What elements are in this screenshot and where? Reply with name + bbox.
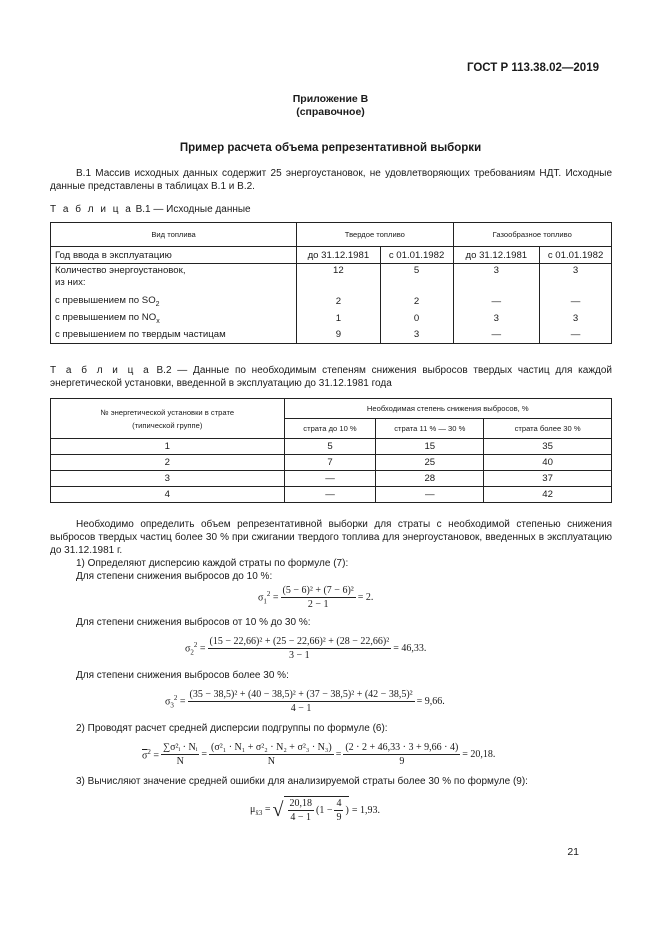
formula-4-lhs: $\overline{\sigma}^2$ = [142,747,160,762]
formula-5-lhs: $\mu_{x̄3}$ = [250,803,271,817]
t1-head-fuel: Вид топлива [51,223,297,247]
formula-5-inner-denominator: 9 [336,812,342,823]
formula-variance-2 [185,635,426,662]
t1-cell: с 01.01.1982 [380,247,453,264]
t1-cell: 9 [297,327,380,344]
formula-4-result: = 20,18. [462,749,496,760]
t1-cell: — [453,293,540,310]
t1-year-label: Год ввода в эксплуатацию [51,247,297,264]
appendix-subtitle: (справочное) [296,106,365,118]
t1-cell: до 31.12.1981 [297,247,380,264]
t2-cell: 25 [376,455,484,471]
t1-pm-label: с превышением по твердым частицам [51,327,297,344]
t2-cell: 1 [51,439,285,455]
t2-cell: 28 [376,471,484,487]
t1-nox-sub: x [156,317,160,325]
t1-head-solid: Твердое топливо [297,223,453,247]
document-code: ГОСТ Р 113.38.02—2019 [466,62,599,74]
t1-cell: до 31.12.1981 [453,247,540,264]
formula-5-inner-numerator: 4 [336,798,342,809]
t2-cell: — [376,487,484,503]
formula-mean-error: $\mu_{x̄3}$ = √ $\frac{20,18}{4 - 1}$ (1 − $\frac{4}{9}$ ) = 1,93. [250,798,380,823]
formula-4-denominator-1: N [176,756,184,767]
t2-cell: — [284,471,376,487]
paragraph-requirement: Необходимо определить объем репрезентативной выборки для страты с необходимой степенью снижения выбросов твердых частиц более 30 % при сжигании твердого топлива для энергоустановок, введенных в эксплуатацию до 31.12.1981 г. [50,519,612,556]
formula-1-lhs: $\sigma_1^2$ = [258,589,279,606]
t1-cell: 3 [453,264,540,293]
step-1b-text: Для степени снижения выбросов от 10 % до 30 %: [76,617,311,628]
t1-count-label [51,264,297,293]
formula-4-numerator-2: (σ²₁ · N₁ + σ²₂ · N₂ + σ²₃ · N₃) [211,742,332,753]
t1-so2-text: с превышением по SO [55,294,156,306]
t2-head-stratum-1: страта до 10 % [284,419,376,439]
t1-cell: 1 [297,310,380,327]
t1-cell: 12 [297,264,380,293]
table-row [51,439,612,455]
t1-cell: 3 [540,310,612,327]
formula-3-numerator: (35 − 38,5)² + (40 − 38,5)² + (37 − 38,5)² + (42 − 38,5)² [189,689,413,700]
t1-cell: 2 [297,293,380,310]
formula-4-numerator-3: (2 · 2 + 46,33 · 3 + 9,66 · 4) [345,742,459,753]
t2-cell: 37 [484,471,612,487]
table2-caption [50,364,612,390]
t2-cell: 5 [284,439,376,455]
formula-1-result: = 2. [357,592,374,603]
t2-cell: 4 [51,487,285,503]
t1-so2-sub: 2 [155,300,160,308]
t2-cell: — [284,487,376,503]
table2-caption-prefix: Т а б л и ц а [50,365,151,376]
table1-caption-prefix: Т а б л и ц а [50,204,133,215]
t2-cell: 42 [484,487,612,503]
t1-cell: 2 [380,293,453,310]
table-reduction-degrees [50,398,612,503]
table-row [51,455,612,471]
t1-cell: 5 [380,264,453,293]
sqrt-icon: √ [272,798,284,821]
table1-caption-text: В.1 — Исходные данные [135,204,251,215]
formula-5-denominator: 4 − 1 [290,812,312,823]
t2-head-stratum-2: страта 11 % — 30 % [376,419,484,439]
formula-3-result: = 9,66. [416,696,445,707]
t1-count-label-line1: Количество энергоустановок, [55,265,186,276]
step-1c-text: Для степени снижения выбросов более 30 %: [76,670,289,681]
formula-5-result: = 1,93. [351,804,380,816]
step-2-text: 2) Проводят расчет средней дисперсии подгруппы по формуле (6): [76,723,388,734]
formula-2-numerator: (15 − 22,66)² + (25 − 22,66)² + (28 − 22,66)² [209,636,390,647]
t2-cell: 35 [484,439,612,455]
formula-1-denominator: 2 − 1 [307,599,329,610]
t1-nox-text: с превышением по NO [55,311,157,323]
formula-4-denominator-2: N [267,756,275,767]
t2-cell: 2 [51,455,285,471]
formula-2-lhs: $\sigma_2^2$ = [185,640,206,657]
t1-cell: — [540,327,612,344]
formula-4-denominator-3: 9 [399,756,405,767]
step-1-text: 1) Определяют дисперсию каждой страты по формуле (7): [76,558,349,569]
appendix-title: Приложение В [292,93,369,105]
formula-mean-variance: $\overline{\sigma}^2$ = $\frac{\text{∑σ²ᵢ · Nᵢ}}{N}$ = $\frac{\text{(σ²₁ · N₁ + σ²₂ · N₂ + σ²₃ · N₃)}}{N}$ = $\frac{(2 \cdot 2 + 46,33 \cdot 3 + 9,66 \cdot 4)}{9}$ = 20,18. [142,742,496,767]
formula-1-numerator: (5 − 6)² + (7 − 6)² [282,585,354,596]
t1-head-gas: Газообразное топливо [453,223,612,247]
formula-4-numerator-1: ∑σ²ᵢ · Nᵢ [163,742,198,753]
t2-head-number [51,399,285,439]
page-number: 21 [567,846,579,858]
t2-cell: 7 [284,455,376,471]
formula-3-denominator: 4 − 1 [290,703,312,714]
t1-so2-label [51,293,297,310]
table2-caption-text: В.2 — Данные по необходимым степеням снижения выбросов твердых частиц для каждой энергетической установки, введенной в эксплуатацию до 31.12.1981 года [50,365,613,389]
t2-cell: 3 [51,471,285,487]
t2-head-number-line2: (типической группе) [132,420,203,430]
t2-head-stratum-3: страта более 30 % [484,419,612,439]
table-row [51,471,612,487]
table1-caption [50,203,612,216]
formula-3-lhs: $\sigma_3^2$ = [165,693,186,710]
t2-head-number-line1: № энергетической установки в страте [100,407,235,417]
table-row [51,487,612,503]
formula-2-result: = 46,33. [393,643,427,654]
t2-head-group: Необходимая степень снижения выбросов, % [284,399,611,419]
table-source-data [50,222,612,344]
t1-cell: 3 [380,327,453,344]
step-3-text: 3) Вычисляют значение средней ошибки для анализируемой страты более 30 % по формуле (9): [76,776,528,787]
t1-cell: — [453,327,540,344]
formula-5-numerator: 20,18 [289,798,312,809]
t1-nox-label [51,310,297,327]
section-title: Пример расчета объема репрезентативной выборки [179,142,482,154]
formula-variance-3 [165,688,445,715]
paragraph-b1: В.1 Массив исходных данных содержит 25 энергоустановок, не удовлетворяющих требованиям НДТ. Исходные данные представлены в таблицах В.1 и В.2. [50,168,612,192]
t1-count-label-line2: из них: [55,277,86,288]
formula-2-denominator: 3 − 1 [289,650,310,661]
formula-variance-1 [258,584,373,611]
t1-cell: 3 [540,264,612,293]
t1-cell: — [540,293,612,310]
step-1a-text: Для степени снижения выбросов до 10 %: [76,571,273,582]
t1-cell: с 01.01.1982 [540,247,612,264]
t2-cell: 15 [376,439,484,455]
t1-cell: 0 [380,310,453,327]
t1-cell: 3 [453,310,540,327]
t2-cell: 40 [484,455,612,471]
